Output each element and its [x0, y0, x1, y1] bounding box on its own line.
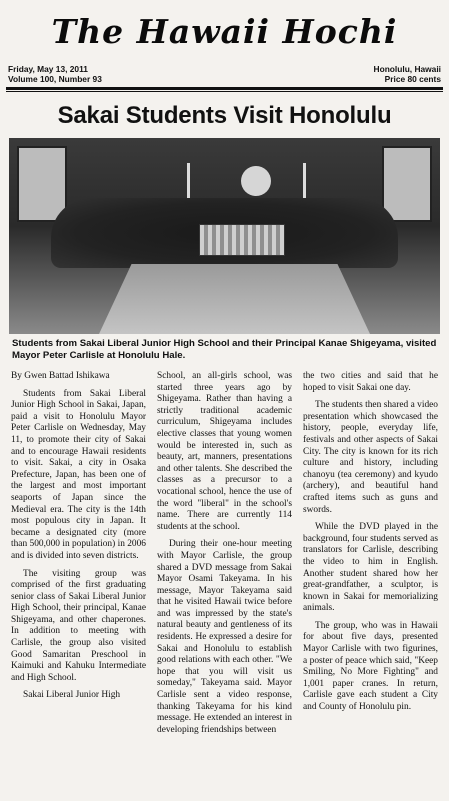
paragraph: Students from Sakai Liberal Junior High School in Sakai, Japan, paid a visit to Honolulu Mayor Peter Carlisle on Wednesday, May 11, to promote their city of Sakai and to encourage Hawaii residents to visit. Sakai, a city in Osaka Prefecture, Japan, has been one of the largest and most important seaports of Japan since the Medieval era. The city is the 14th most populous city in Japan. It became a designated city (more than 500,000 in population) in 2006 and is divided into seven districts.	[11, 388, 146, 561]
photo-table	[99, 264, 370, 334]
article-column-1	[11, 371, 146, 742]
article-photo	[9, 138, 440, 334]
article-byline: By Gwen Battad Ishikawa	[11, 371, 110, 381]
article-column-2	[157, 371, 292, 742]
article-body	[6, 371, 443, 742]
masthead-rule-thick	[6, 87, 443, 90]
issue-volume: Volume 100, Number 93	[8, 74, 102, 84]
masthead-title: The Hawaii Hochi	[51, 11, 398, 51]
issue-price: Price 80 cents	[384, 74, 441, 84]
paragraph: The visiting group was comprised of the first graduating senior class of Sakai Liberal Junior High School, their principal, Kanae Shigeyama, and other chaperones. In addition to meeting with Carlisle, the group also visited Good Samaritan Preschool in Kaimuki and Kahuku Intermediate and High School.	[11, 568, 146, 683]
photo-banner	[199, 224, 285, 256]
photo-caption: Students from Sakai Liberal Junior High School and their Principal Kanae Shigeyama, visited Mayor Peter Carlisle at Honolulu Hale.	[12, 338, 437, 361]
paragraph: Sakai Liberal Junior High	[23, 690, 121, 701]
paragraph: School, an all-girls school, was started three years ago by Shigeyama. Rather than having a strictly traditional academic curriculum, Shigeyama includes elective classes that young women would be interested in, such as beauty, art, manners, presentations and other talents. She described the classes as a precursor to a vocational school, hence the use of the word "liberal" in the school's name. There are currently 114 students at the school.	[157, 371, 292, 532]
issue-left	[8, 64, 102, 84]
paragraph: During their one-hour meeting with Mayor Carlisle, the group shared a DVD message from Sakai Mayor Osami Takeyama. In his message, Mayor Takeyama said that he visited Hawaii twice before and was impressed by the state's natural beauty and gentleness of its residents. He expressed a desire for Sakai and Honolulu to establish good relations with each other. "We hope that you will visit us someday," Takeyama said. Mayor Carlisle sent a video response, thanking Takeyama for his kind message. He extended an interest in developing friendships between	[157, 539, 292, 735]
issue-location: Honolulu, Hawaii	[373, 64, 441, 74]
issue-info-bar	[6, 62, 443, 87]
article-column-3	[303, 371, 438, 742]
article-headline: Sakai Students Visit Honolulu	[57, 102, 392, 129]
photo-window-right	[382, 146, 432, 222]
paragraph: the two cities and said that he hoped to visit Sakai one day.	[303, 371, 438, 393]
photo-window-left	[17, 146, 67, 222]
paragraph: The students then shared a video presentation which showcased the history, people, everyday life, festivals and other aspects of Sakai City. The city is known for its rich culture and history, including chanoyu (tea ceremony) and kyudo (archery), and beautiful hand crafted items such as guns and swords.	[303, 400, 438, 515]
photo-arch	[241, 166, 271, 196]
masthead-rule-thin	[6, 91, 443, 92]
issue-right	[374, 64, 441, 84]
issue-date: Friday, May 13, 2011	[8, 64, 88, 74]
paragraph: While the DVD played in the background, four students served as translators for Carlisle, describing the video to him in English. Another student shared how her great-grandfather, a sculptor, is known in Sakai for memorializing animals.	[303, 522, 438, 614]
paragraph: The group, who was in Hawaii for about five days, presented Mayor Carlisle with two figurines, a poster of peace which said, "Keep Smiling, No More Fighting" and 1,001 paper cranes. In return, Carlisle gave each student a City and County of Honolulu pin.	[303, 620, 438, 713]
